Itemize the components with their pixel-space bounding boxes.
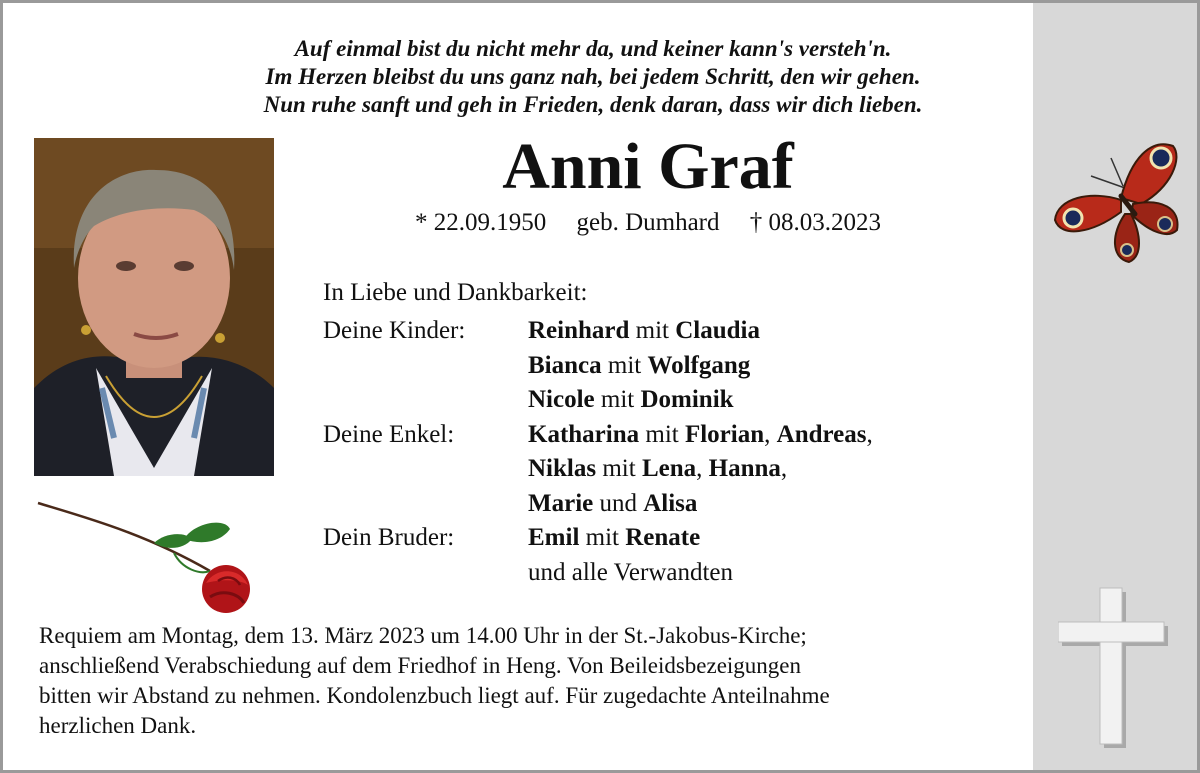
- family-member-name: Renate: [625, 524, 701, 551]
- poem-line: Nun ruhe sanft und geh in Frieden, denk daran, dass wir dich lieben.: [263, 92, 923, 117]
- rose-icon: [34, 493, 264, 623]
- family-member-name: Hanna: [708, 455, 781, 482]
- birth-date: * 22.09.1950: [414, 209, 547, 236]
- notice-line: anschließend Verabschiedung auf dem Friedhof in Heng. Von Beileidsbezeigungen: [39, 653, 802, 678]
- connector-text: ,: [696, 455, 709, 482]
- family-member-name: Katharina: [528, 420, 640, 448]
- connector-text: mit: [629, 317, 676, 344]
- group-names: [528, 418, 873, 522]
- connector-text: mit: [601, 351, 648, 379]
- family-group-grandchildren: [323, 418, 873, 522]
- family-line: [528, 418, 873, 453]
- family-line: [528, 521, 733, 556]
- portrait-illustration: [34, 138, 274, 476]
- portrait-photo: [34, 138, 274, 476]
- family-member-name: Andreas: [776, 420, 867, 448]
- connector-text: und alle Verwandten: [528, 558, 734, 586]
- family-member-name: Florian: [684, 420, 765, 448]
- family-member-name: Alisa: [643, 489, 698, 517]
- family-group-brother: [323, 521, 873, 590]
- family-member-name: Wolfgang: [647, 351, 751, 379]
- connector-text: ,: [780, 455, 788, 482]
- death-date: † 08.03.2023: [749, 209, 882, 236]
- connector-text: mit: [579, 524, 626, 551]
- family-line: [528, 314, 760, 349]
- family-line: [528, 349, 760, 384]
- connector-text: mit: [639, 420, 685, 448]
- family-group-children: [323, 314, 873, 418]
- notice-line: herzlichen Dank.: [39, 713, 197, 738]
- group-label: Dein Bruder:: [323, 524, 455, 551]
- poem-line: Auf einmal bist du nicht mehr da, und keiner kann's versteh'n.: [294, 36, 892, 61]
- family-member-name: Nicole: [528, 386, 595, 413]
- group-label: Deine Kinder:: [323, 317, 466, 344]
- notice-line: Requiem am Montag, dem 13. März 2023 um 14.00 Uhr in der St.-Jakobus-Kirche;: [39, 623, 807, 648]
- intro-text: In Liebe und Dankbarkeit:: [323, 279, 588, 306]
- family-member-name: Emil: [528, 524, 580, 551]
- family-member-name: Dominik: [640, 386, 734, 413]
- family-line: [528, 452, 873, 487]
- maiden-name: geb. Dumhard: [576, 209, 720, 236]
- family-list: [323, 314, 873, 590]
- group-names: [528, 521, 733, 590]
- notice-line: bitten wir Abstand zu nehmen. Kondolenzbuch liegt auf. Für zugedachte Anteilnahme: [39, 683, 830, 708]
- connector-text: und: [593, 489, 644, 517]
- family-member-name: Claudia: [675, 317, 761, 344]
- group-label: Deine Enkel:: [323, 420, 455, 448]
- connector-text: ,: [866, 420, 873, 448]
- memorial-poem: [153, 35, 1033, 119]
- family-line: [528, 556, 733, 591]
- connector-text: mit: [594, 386, 641, 413]
- decorative-sidebar: [1033, 3, 1197, 770]
- life-dates: [323, 207, 973, 239]
- poem-line: Im Herzen bleibst du uns ganz nah, bei jedem Schritt, den wir gehen.: [265, 64, 921, 89]
- family-member-name: Reinhard: [528, 317, 630, 344]
- connector-text: ,: [764, 420, 777, 448]
- cross-icon: [1058, 586, 1173, 751]
- group-names: [528, 314, 760, 418]
- family-member-name: Marie: [528, 489, 594, 517]
- family-member-name: Lena: [641, 455, 697, 482]
- deceased-name: Anni Graf: [502, 130, 794, 203]
- family-line: [528, 487, 873, 522]
- family-line: [528, 383, 760, 418]
- family-member-name: Niklas: [528, 455, 597, 482]
- family-member-name: Bianca: [528, 351, 602, 379]
- service-notice: [39, 621, 1019, 741]
- butterfly-icon: [1051, 138, 1183, 268]
- connector-text: mit: [596, 455, 642, 482]
